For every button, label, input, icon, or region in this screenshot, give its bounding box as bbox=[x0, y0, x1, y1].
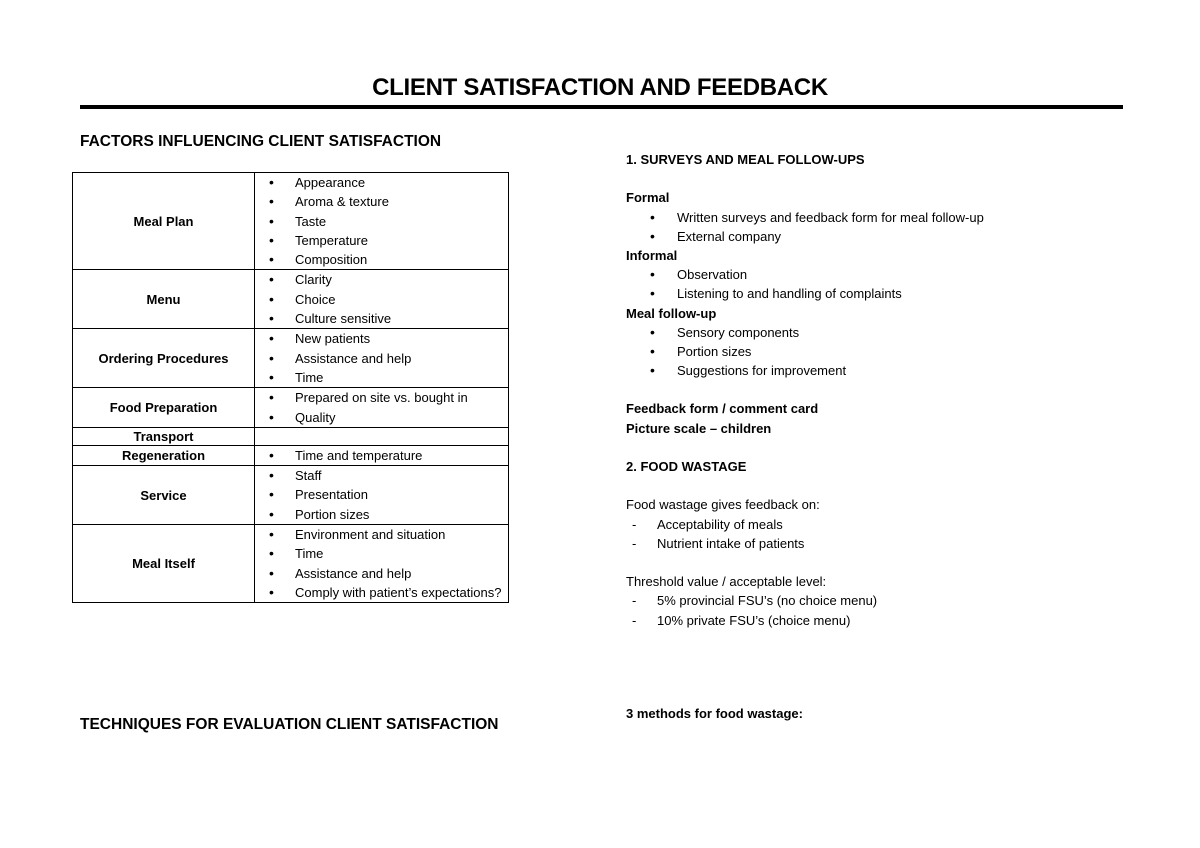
list-item: • New patients bbox=[255, 329, 508, 348]
table-row bbox=[73, 466, 509, 525]
list-item: • Presentation bbox=[255, 485, 508, 504]
factor-items-cell bbox=[255, 270, 509, 329]
factor-cell: Transport bbox=[73, 427, 255, 445]
page-title: CLIENT SATISFACTION AND FEEDBACK bbox=[372, 74, 828, 101]
list-item: • Listening to and handling of complaints bbox=[626, 284, 1146, 303]
factors-table bbox=[72, 172, 509, 603]
factors-heading: FACTORS INFLUENCING CLIENT SATISFACTION bbox=[80, 133, 442, 150]
informal-label: Informal bbox=[626, 247, 678, 263]
list-item: - Acceptability of meals bbox=[626, 515, 1146, 534]
list-item: • Environment and situation bbox=[255, 525, 508, 544]
list-item: • Assistance and help bbox=[255, 349, 508, 368]
list-item: • Suggestions for improvement bbox=[626, 361, 1146, 380]
table-row bbox=[73, 525, 509, 603]
feedback-form-label: Feedback form / comment card bbox=[626, 401, 819, 417]
factor-items-list bbox=[255, 270, 508, 328]
techniques-heading: TECHNIQUES FOR EVALUATION CLIENT SATISFACTION bbox=[80, 716, 499, 733]
list-item: • Composition bbox=[255, 250, 508, 269]
list-item: • Portion sizes bbox=[255, 505, 508, 524]
list-item: • Time bbox=[255, 544, 508, 563]
factor-cell: Meal Itself bbox=[73, 525, 255, 603]
meal-followup-label: Meal follow-up bbox=[626, 305, 717, 321]
list-item: - 10% private FSU’s (choice menu) bbox=[626, 611, 1146, 630]
list-item: • Assistance and help bbox=[255, 564, 508, 583]
surveys-heading: 1. SURVEYS AND MEAL FOLLOW-UPS bbox=[626, 152, 865, 167]
factor-items-cell bbox=[255, 466, 509, 525]
threshold-label: Threshold value / acceptable level: bbox=[626, 574, 827, 590]
factor-items-list bbox=[255, 446, 508, 465]
factor-items-list bbox=[255, 388, 508, 427]
factor-cell: Meal Plan bbox=[73, 173, 255, 270]
title-divider bbox=[80, 105, 1123, 109]
table-row bbox=[73, 270, 509, 329]
wastage-heading: 2. FOOD WASTAGE bbox=[626, 459, 747, 474]
list-item: • Clarity bbox=[255, 270, 508, 289]
list-item: • External company bbox=[626, 227, 1146, 246]
table-row bbox=[73, 329, 509, 388]
list-item: • Quality bbox=[255, 408, 508, 427]
list-item: • Culture sensitive bbox=[255, 309, 508, 328]
picture-scale-label: Picture scale – children bbox=[626, 420, 772, 436]
table-row bbox=[73, 173, 509, 270]
factor-items-list bbox=[255, 525, 508, 602]
factor-items-cell bbox=[255, 173, 509, 270]
factor-items-list bbox=[255, 466, 508, 524]
list-item: - Nutrient intake of patients bbox=[626, 534, 1146, 553]
list-item: • Sensory components bbox=[626, 323, 1146, 342]
factor-items-list bbox=[255, 329, 508, 387]
list-item: • Written surveys and feedback form for meal follow-up bbox=[626, 208, 1146, 227]
factor-items-cell bbox=[255, 427, 509, 445]
list-item: - 5% provincial FSU’s (no choice menu) bbox=[626, 591, 1146, 610]
factor-items-cell bbox=[255, 388, 509, 428]
methods-heading: 3 methods for food wastage: bbox=[626, 706, 803, 721]
list-item: • Choice bbox=[255, 290, 508, 309]
factor-items-list bbox=[255, 173, 508, 269]
factor-items-cell bbox=[255, 525, 509, 603]
formal-label: Formal bbox=[626, 190, 670, 206]
list-item: • Portion sizes bbox=[626, 342, 1146, 361]
list-item: • Staff bbox=[255, 466, 508, 485]
list-item: • Appearance bbox=[255, 173, 508, 192]
wastage-intro: Food wastage gives feedback on: bbox=[626, 497, 820, 513]
list-item: • Prepared on site vs. bought in bbox=[255, 388, 508, 407]
list-item: • Taste bbox=[255, 212, 508, 231]
table-row bbox=[73, 388, 509, 428]
table-row bbox=[73, 445, 509, 465]
table-row bbox=[73, 427, 509, 445]
list-item: • Aroma & texture bbox=[255, 192, 508, 211]
list-item: • Time bbox=[255, 368, 508, 387]
factor-cell: Service bbox=[73, 466, 255, 525]
list-item: • Comply with patient’s expectations? bbox=[255, 583, 508, 602]
factor-cell: Regeneration bbox=[73, 445, 255, 465]
factor-cell: Food Preparation bbox=[73, 388, 255, 428]
factor-items-cell bbox=[255, 445, 509, 465]
list-item: • Time and temperature bbox=[255, 446, 508, 465]
list-item: • Observation bbox=[626, 265, 1146, 284]
factor-cell: Ordering Procedures bbox=[73, 329, 255, 388]
evaluation-column bbox=[626, 150, 1146, 630]
factor-items-cell bbox=[255, 329, 509, 388]
factor-cell: Menu bbox=[73, 270, 255, 329]
list-item: • Temperature bbox=[255, 231, 508, 250]
